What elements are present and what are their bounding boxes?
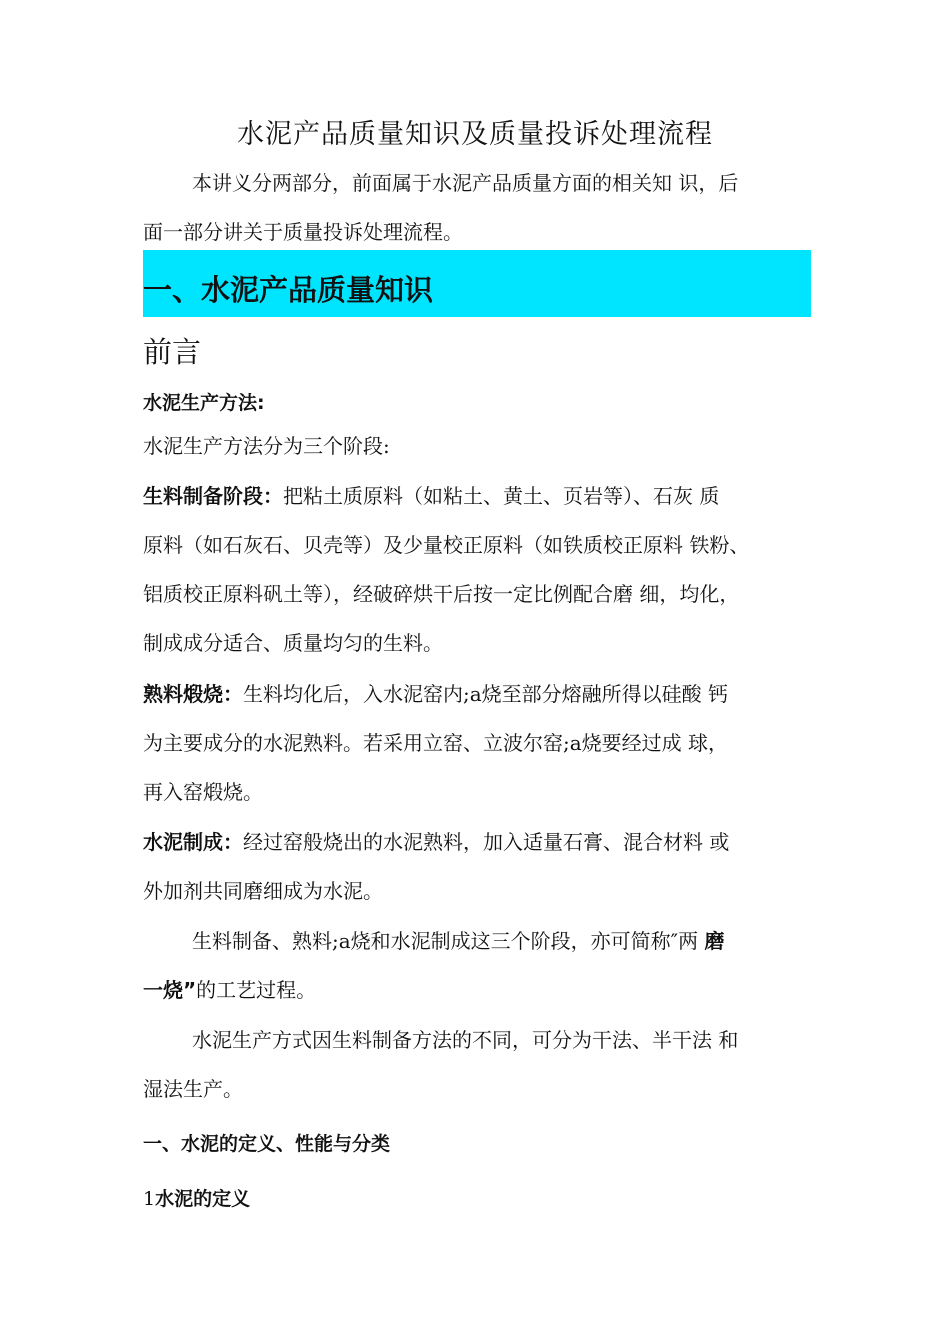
methods-line-2: 湿法生产。 <box>143 1077 243 1101</box>
subsection-1-text: 水泥的定义 <box>155 1188 251 1210</box>
stage2-line-3: 再入窑煅烧。 <box>143 780 263 804</box>
production-method-intro: 水泥生产方法分为三个阶段: <box>143 434 390 458</box>
methods-line-1: 水泥生产方式因生料制备方法的不同，可分为干法、半干法 和 <box>192 1028 739 1052</box>
summary-line-1 <box>192 926 725 956</box>
stage1-line-1 <box>143 481 719 511</box>
intro-line-1: 本讲义分两部分，前面属于水泥产品质量方面的相关知 识，后 <box>192 171 739 195</box>
stage2-line-1 <box>143 679 728 709</box>
section-1-title: 一、水泥产品质量知识 <box>143 273 434 307</box>
stage1-line-4: 制成成分适合、质量均匀的生料。 <box>143 631 443 655</box>
production-method-heading: 水泥生产方法: <box>143 392 265 414</box>
stage2-line-2: 为主要成分的水泥熟料。若采用立窑、立波尔窑;a烧要经过成 球， <box>143 731 729 755</box>
stage1-label: 生料制备阶段： <box>143 484 283 508</box>
intro-line-2: 面一部分讲关于质量投诉处理流程。 <box>143 220 463 244</box>
foreword-heading: 前言 <box>143 335 202 369</box>
summary-bold-2: 一烧” <box>143 978 197 1002</box>
summary-line-2 <box>143 975 316 1005</box>
stage3-label: 水泥制成： <box>143 830 243 854</box>
document-title: 水泥产品质量知识及质量投诉处理流程 <box>237 119 713 150</box>
stage3-text-1: 经过窑般烧出的水泥熟料，加入适量石膏、混合材料 或 <box>243 830 730 854</box>
subsection-1-number: 1 <box>143 1188 156 1210</box>
stage1-line-3: 铝质校正原料矾土等），经破碎烘干后按一定比例配合磨 细，均化， <box>143 582 740 606</box>
stage3-line-2: 外加剂共同磨细成为水泥。 <box>143 879 383 903</box>
stage2-label: 熟料煅烧： <box>143 682 243 706</box>
stage2-text-1: 生料均化后，入水泥窑内;a烧至部分熔融所得以硅酸 钙 <box>243 682 729 706</box>
summary-bold-1: 磨 <box>704 929 725 953</box>
stage1-text-1: 把粘土质原料（如粘土、黄土、页岩等）、石灰 质 <box>283 484 720 508</box>
stage3-line-1 <box>143 827 729 857</box>
stage1-line-2: 原料（如石灰石、贝壳等）及少量校正原料（如铁质校正原料 铁粉、 <box>143 533 750 557</box>
subsection-1-title <box>143 1184 250 1211</box>
summary-text-1: 生料制备、熟料;a烧和水泥制成这三个阶段，亦可简称″两 <box>192 929 705 953</box>
section-definition-title: 一、水泥的定义、性能与分类 <box>143 1133 391 1155</box>
summary-text-2: 的工艺过程。 <box>196 978 317 1002</box>
